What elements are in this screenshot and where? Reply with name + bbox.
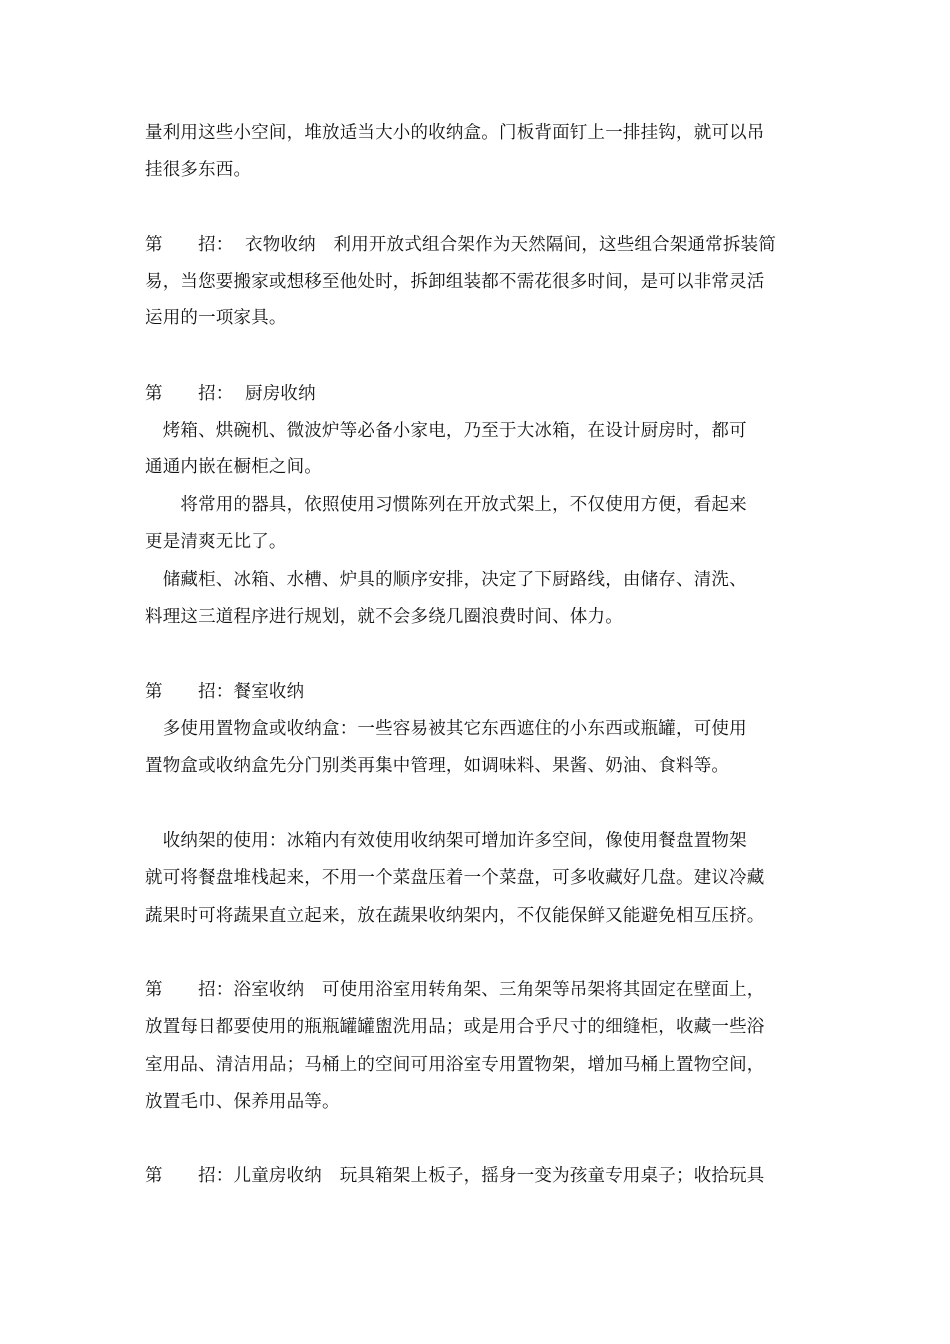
text-line: 储藏柜、冰箱、水槽、炉具的顺序安排，决定了下厨路线，由储存、清洗、 [145,570,747,590]
text-line: 运用的一项家具。 [145,308,287,328]
text-line: 挂很多东西。 [145,160,252,180]
section-heading: 第 招： 厨房收纳 [145,384,316,404]
text-line: 料理这三道程序进行规划，就不会多绕几圈浪费时间、体力。 [145,607,623,627]
text-line: 烤箱、烘碗机、微波炉等必备小家电，乃至于大冰箱，在设计厨房时，都可 [145,421,747,441]
text-line: 易，当您要搬家或想移至他处时，拆卸组装都不需花很多时间，是可以非常灵活 [145,272,765,292]
text-line: 量利用这些小空间，堆放适当大小的收纳盒。门板背面钉上一排挂钩，就可以吊 [145,123,765,143]
text-line: 将常用的器具，依照使用习惯陈列在开放式架上，不仅使用方便，看起来 [145,495,747,515]
text-line: 蔬果时可将蔬果直立起来，放在蔬果收纳架内，不仅能保鲜又能避免相互压挤。 [145,906,765,926]
text-line: 放置每日都要使用的瓶瓶罐罐盥洗用品；或是用合乎尺寸的细缝柜，收藏一些浴 [145,1017,765,1037]
text-line: 更是清爽无比了。 [145,532,287,552]
text-line: 多使用置物盒或收纳盒：一些容易被其它东西遮住的小东西或瓶罐，可使用 [145,719,747,739]
text-line: 置物盒或收纳盒先分门别类再集中管理，如调味料、果酱、奶油、食料等。 [145,756,730,776]
text-line: 放置毛巾、保养用品等。 [145,1092,340,1112]
text-line: 通通内嵌在橱柜之间。 [145,457,322,477]
section-heading-line: 第 招：儿童房收纳 玩具箱架上板子，摇身一变为孩童专用桌子；收拾玩具 [145,1166,765,1186]
text-line: 收纳架的使用：冰箱内有效使用收纳架可增加许多空间，像使用餐盘置物架 [145,831,747,851]
text-line: 就可将餐盘堆栈起来，不用一个菜盘压着一个菜盘，可多收藏好几盘。建议冷藏 [145,868,765,888]
section-heading-line: 第 招： 衣物收纳 利用开放式组合架作为天然隔间，这些组合架通常拆装简 [145,235,777,255]
text-line: 室用品、清洁用品；马桶上的空间可用浴室专用置物架，增加马桶上置物空间， [145,1055,765,1075]
section-heading-line: 第 招：浴室收纳 可使用浴室用转角架、三角架等吊架将其固定在壁面上， [145,980,765,1000]
section-heading: 第 招：餐室收纳 [145,682,305,702]
